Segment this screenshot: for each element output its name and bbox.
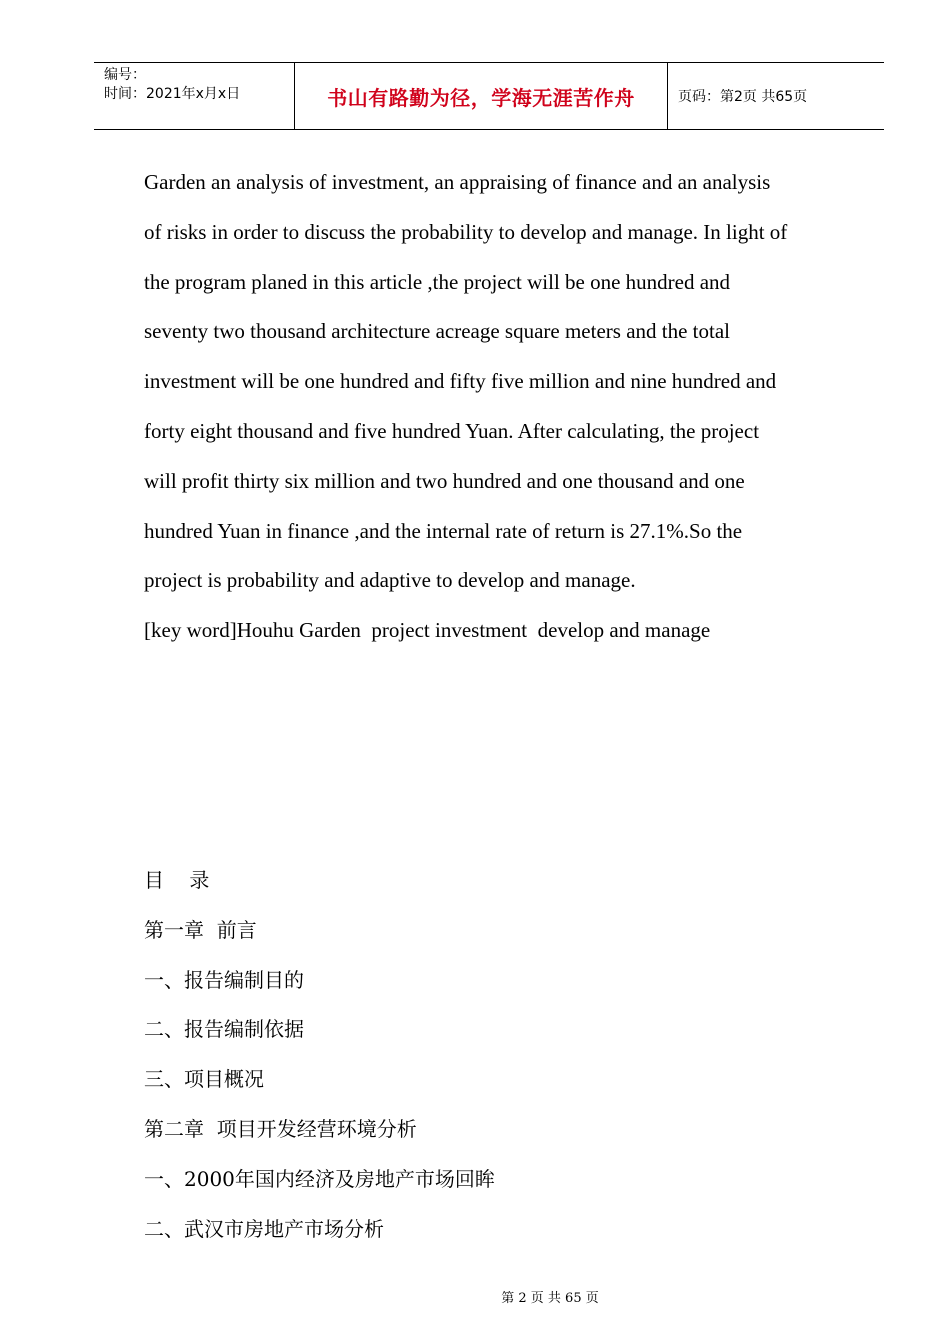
serial-number-label: 编号： (104, 67, 146, 83)
abstract-line: project is probability and adaptive to develop and manage. (144, 568, 636, 593)
abstract-body (144, 158, 832, 606)
abstract-line: investment will be one hundred and fifty five million and nine hundred and (144, 369, 777, 394)
abstract-line: the program planed in this article ,the project will be one hundred and (144, 269, 731, 294)
abstract-line: forty eight thousand and five hundred Yuan. After calculating, the project (144, 418, 760, 443)
abstract-line: will profit thirty six million and two hundred and one thousand and one (144, 468, 745, 493)
keywords-line: [key word]Houhu Garden project investment develop and manage (144, 618, 711, 642)
toc-item: 三、项目概况 (144, 1067, 264, 1092)
toc-item: 二、报告编制依据 (144, 1017, 304, 1042)
page-footer: 第 2 页 共 65 页 (501, 1291, 599, 1306)
page-header (94, 62, 884, 130)
abstract-line: Garden an analysis of investment, an appraising of finance and an analysis (144, 170, 771, 194)
abstract-line: seventy two thousand architecture acreage square meters and the total (144, 319, 731, 344)
toc-item: 二、武汉市房地产市场分析 (144, 1216, 384, 1241)
toc-item: 一、报告编制目的 (144, 967, 304, 992)
table-of-contents (144, 856, 495, 1254)
toc-item: 第一章 前言 (144, 917, 257, 942)
date-label: 时间：2021年x月x日 (104, 86, 241, 102)
abstract-line: of risks in order to discuss the probability to develop and manage. In light of (144, 219, 788, 244)
header-page-info: 页码：第2页 共65页 (678, 89, 808, 105)
toc-title: 目 录 (144, 868, 210, 892)
toc-item: 第二章 项目开发经营环境分析 (144, 1116, 417, 1141)
abstract-line: hundred Yuan in finance ,and the internal rate of return is 27.1%.So the (144, 518, 743, 543)
header-meta (94, 63, 295, 129)
toc-item: 一、2000年国内经济及房地产市场回眸 (144, 1166, 495, 1191)
header-motto: 书山有路勤为径，学海无涯苦作舟 (295, 63, 668, 129)
